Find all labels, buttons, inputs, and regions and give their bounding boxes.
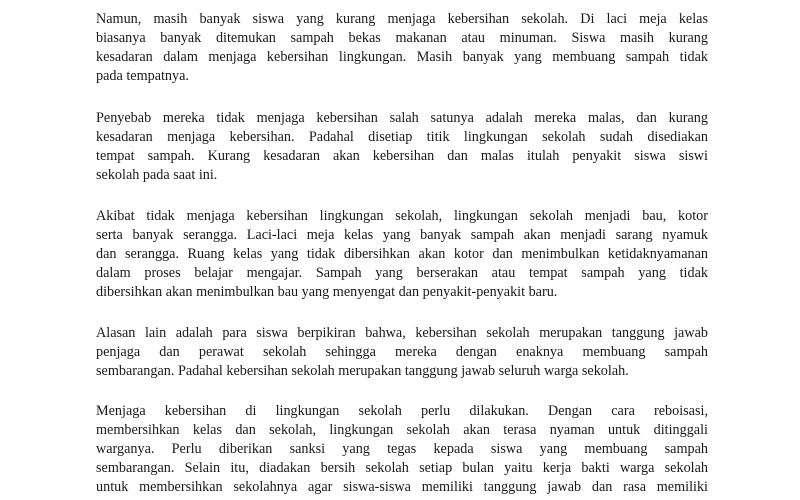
text-line: pada tempatnya. xyxy=(96,68,189,84)
text-line: Akibat tidak menjaga kebersihan lingkungan sekolah, lingkungan sekolah menjadi bau, kotor xyxy=(96,208,708,224)
text-line: kesadaran dalam menjaga kebersihan lingkungan. Masih banyak yang membuang sampah tidak xyxy=(96,49,708,65)
text-line: Alasan lain adalah para siswa berpikiran bahwa, kebersihan sekolah merupakan tanggung jawab xyxy=(96,325,708,341)
paragraph-3 xyxy=(96,207,708,302)
text-line: dibersihkan akan menimbulkan bau yang menyengat dan penyakit-penyakit baru. xyxy=(96,284,558,300)
text-line: membersihkan kelas dan sekolah, lingkungan sekolah akan terasa nyaman untuk ditinggali xyxy=(96,422,708,438)
text-line: warganya. Perlu diberikan sanksi yang tegas kepada siswa yang membuang sampah xyxy=(96,441,708,457)
text-line: biasanya banyak ditemukan sampah bekas makanan atau minuman. Siswa masih kurang xyxy=(96,30,708,46)
paragraph-4 xyxy=(96,324,708,381)
text-line: Namun, masih banyak siswa yang kurang menjaga kebersihan sekolah. Di laci meja kelas xyxy=(96,11,708,27)
text-line: Penyebab mereka tidak menjaga kebersihan salah satunya adalah mereka malas, dan kurang xyxy=(96,110,708,126)
text-line: sekolah pada saat ini. xyxy=(96,167,218,183)
text-line: kesadaran menjaga kebersihan. Padahal disetiap titik lingkungan sekolah sudah disediakan xyxy=(96,129,708,145)
text-line: penjaga dan perawat sekolah sehingga mereka dengan enaknya membuang sampah xyxy=(96,344,708,360)
paragraph-1 xyxy=(96,10,708,86)
text-line: dan serangga. Ruang kelas yang tidak dibersihkan akan kotor dan menimbulkan ketidaknyamanan xyxy=(96,246,708,262)
text-line: Menjaga kebersihan di lingkungan sekolah perlu dilakukan. Dengan cara reboisasi, xyxy=(96,403,708,419)
text-line: untuk membersihkan sekolahnya agar siswa-siswa memiliki tanggung jawab dan rasa memiliki xyxy=(96,479,708,495)
text-line: serta banyak serangga. Laci-laci meja kelas yang banyak sampah akan menjadi sarang nyamuk xyxy=(96,227,708,243)
paragraph-5 xyxy=(96,402,708,497)
text-line: sembarangan. Selain itu, diadakan bersih sekolah setiap bulan yaitu kerja bakti warga sekolah xyxy=(96,460,708,476)
text-line: dalam proses belajar mengajar. Sampah yang berserakan atau tempat sampah yang tidak xyxy=(96,265,708,281)
text-line: tempat sampah. Kurang kesadaran akan kebersihan dan malas itulah penyakit siswa siswi xyxy=(96,148,708,164)
paragraph-2 xyxy=(96,109,708,185)
text-line: sembarangan. Padahal kebersihan sekolah merupakan tanggung jawab seluruh warga sekolah. xyxy=(96,363,629,379)
